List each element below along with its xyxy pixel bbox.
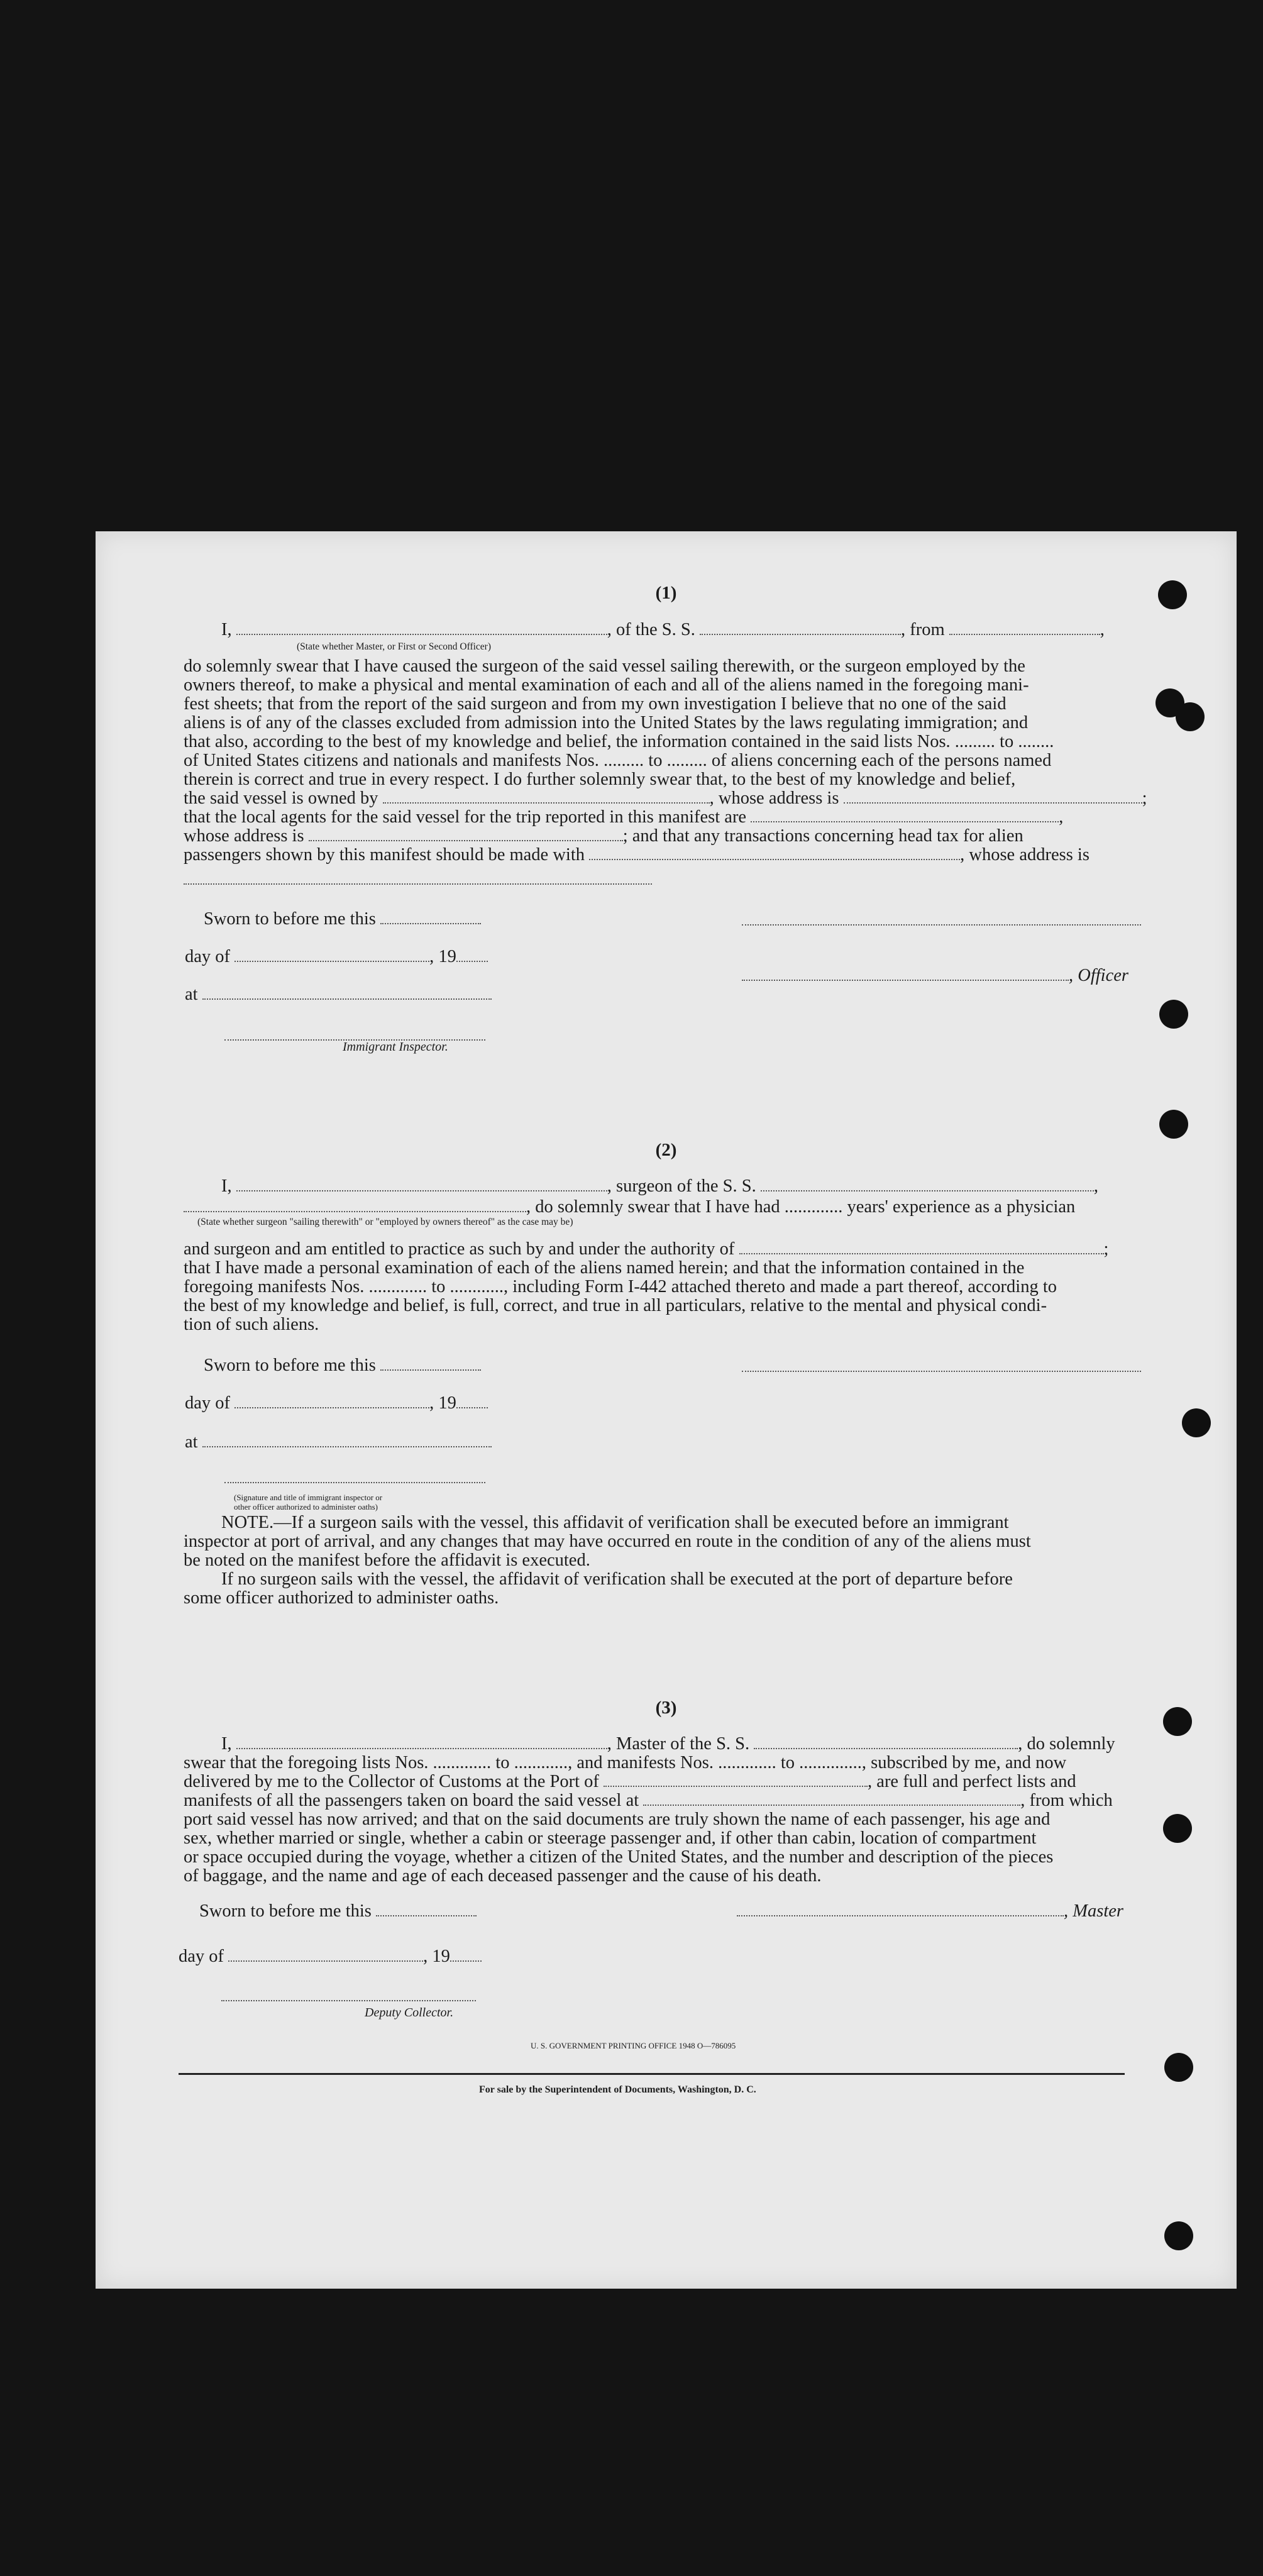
s3-para-line: delivered by me to the Collector of Customs at the Port of , are full and perfect lists and: [184, 1772, 1076, 1791]
s2-note-line: If no surgeon sails with the vessel, the affidavit of verification shall be executed at the port of departure before: [221, 1569, 1013, 1589]
s2-note-line: NOTE.—If a surgeon sails with the vessel, this affidavit of verification shall be executed before an immigrant: [221, 1513, 1009, 1532]
s3-para-line: sex, whether married or single, whether a cabin or steerage passenger and, if other than cabin, location of compartment: [184, 1828, 1037, 1848]
s1-at: at: [185, 984, 492, 1005]
s1-para-line: fest sheets; that from the report of the said surgeon and from my own investigation I believe that no one of the said: [184, 694, 1007, 714]
s1-officer: , Officer: [742, 965, 1128, 986]
s2-sworn: Sworn to before me this: [204, 1355, 481, 1376]
s1-blank-line: [184, 883, 652, 885]
punch-hole: [1159, 1110, 1188, 1139]
s2-surgeon-note: (State whether surgeon "sailing therewith" or "employed by owners thereof" as the case may be): [197, 1217, 573, 1227]
s1-day-of: day of , 19: [185, 946, 488, 967]
s2-sig-note: (Signature and title of immigrant inspector or: [234, 1493, 383, 1502]
s1-para-line: that the local agents for the said vessel for the trip reported in this manifest are ,: [184, 807, 1064, 827]
s1-para-line: that also, according to the best of my knowledge and belief, the information contained in the said lists Nos. ......... to ........: [184, 732, 1054, 751]
s3-para-line: or space occupied during the voyage, whether a citizen of the United States, and the number and description of the pieces: [184, 1847, 1054, 1867]
s1-signature-line: [742, 924, 1141, 926]
sale-notice: For sale by the Superintendent of Documents, Washington, D. C.: [479, 2084, 756, 2095]
s2-sig-note: other officer authorized to administer oaths): [234, 1502, 378, 1512]
s2-at: at: [185, 1432, 492, 1452]
gpo-imprint: U. S. GOVERNMENT PRINTING OFFICE 1948 O—786095: [531, 2041, 736, 2050]
punch-hole: [1176, 702, 1205, 731]
s1-para-line: passengers shown by this manifest should be made with , whose address is: [184, 845, 1089, 865]
s1-para-line: therein is correct and true in every respect. I do further solemnly swear that, to the best of my knowledge and belief,: [184, 770, 1016, 789]
s2-note-line: be noted on the manifest before the affidavit is executed.: [184, 1551, 590, 1570]
s3-master: , Master: [737, 1901, 1123, 1921]
s3-para-line: swear that the foregoing lists Nos. ............. to ............, and manifests Nos. ............. to .............., subscribed by me, and now: [184, 1753, 1067, 1772]
s3-para-line: port said vessel has now arrived; and that on the said documents are truly shown the name of each passenger, his age and: [184, 1810, 1051, 1829]
s3-para-line: manifests of all the passengers taken on board the said vessel at , from which: [184, 1791, 1113, 1810]
s2-signature-line: [742, 1371, 1141, 1372]
s1-para-line: aliens is of any of the classes excluded from admission into the United States by the laws regulating immigration; and: [184, 713, 1029, 732]
s1-line-1: I, , of the S. S. , from ,: [221, 620, 1105, 639]
section-3-heading: (3): [655, 1698, 677, 1718]
s3-day-of: day of , 19: [179, 1946, 482, 1967]
s2-para-line: that I have made a personal examination of each of the aliens named herein; and that the information contained in the: [184, 1258, 1025, 1278]
s1-inspector-label: Immigrant Inspector.: [343, 1040, 448, 1054]
s2-line-1: I, , surgeon of the S. S. ,: [221, 1176, 1098, 1196]
punch-hole: [1159, 1000, 1188, 1029]
s3-collector-label: Deputy Collector.: [365, 2006, 454, 2020]
s1-para-line: whose address is ; and that any transactions concerning head tax for alien: [184, 826, 1023, 846]
s2-line-2: , do solemnly swear that I have had ............. years' experience as a physician: [184, 1197, 1075, 1217]
s2-para-line: the best of my knowledge and belief, is full, correct, and true in all particulars, relative to the mental and physical condi-: [184, 1296, 1047, 1315]
s3-line-1: I, , Master of the S. S. , do solemnly: [221, 1734, 1115, 1754]
s3-sworn: Sworn to before me this: [199, 1901, 477, 1921]
s3-para-line: of baggage, and the name and age of each deceased passenger and the cause of his death.: [184, 1866, 822, 1886]
section-2-heading: (2): [655, 1140, 677, 1160]
punch-hole: [1182, 1408, 1211, 1437]
s1-para-line: the said vessel is owned by , whose address is ;: [184, 788, 1147, 808]
s2-para-line: foregoing manifests Nos. ............. to ............, including Form I-442 attached thereto and made a part thereof, according to: [184, 1277, 1057, 1296]
s1-para-line: owners thereof, to make a physical and mental examination of each and all of the aliens named in the foregoing mani-: [184, 675, 1029, 695]
footer-rule: [179, 2073, 1125, 2075]
form-sheet: [96, 531, 1237, 2289]
punch-hole: [1164, 2221, 1193, 2250]
s1-title-note: (State whether Master, or First or Second Officer): [297, 641, 492, 652]
punch-hole: [1163, 1814, 1192, 1843]
s3-collector-line: [221, 2000, 476, 2001]
s2-note-line: inspector at port of arrival, and any changes that may have occurred en route in the condition of any of the aliens must: [184, 1532, 1031, 1551]
s2-note-line: some officer authorized to administer oaths.: [184, 1588, 499, 1608]
s2-para-line: tion of such aliens.: [184, 1315, 319, 1334]
s2-para-line: and surgeon and am entitled to practice as such by and under the authority of ;: [184, 1239, 1109, 1259]
s2-inspector-line: [224, 1482, 485, 1483]
s1-sworn: Sworn to before me this: [204, 909, 481, 929]
s1-para-line: of United States citizens and nationals and manifests Nos. ......... to ......... of aliens concerning each of the persons named: [184, 751, 1052, 770]
section-1-heading: (1): [655, 583, 677, 603]
s1-para-line: do solemnly swear that I have caused the surgeon of the said vessel sailing therewith, or the surgeon employed by the: [184, 656, 1025, 676]
s2-day-of: day of , 19: [185, 1393, 488, 1413]
punch-hole: [1164, 2053, 1193, 2082]
